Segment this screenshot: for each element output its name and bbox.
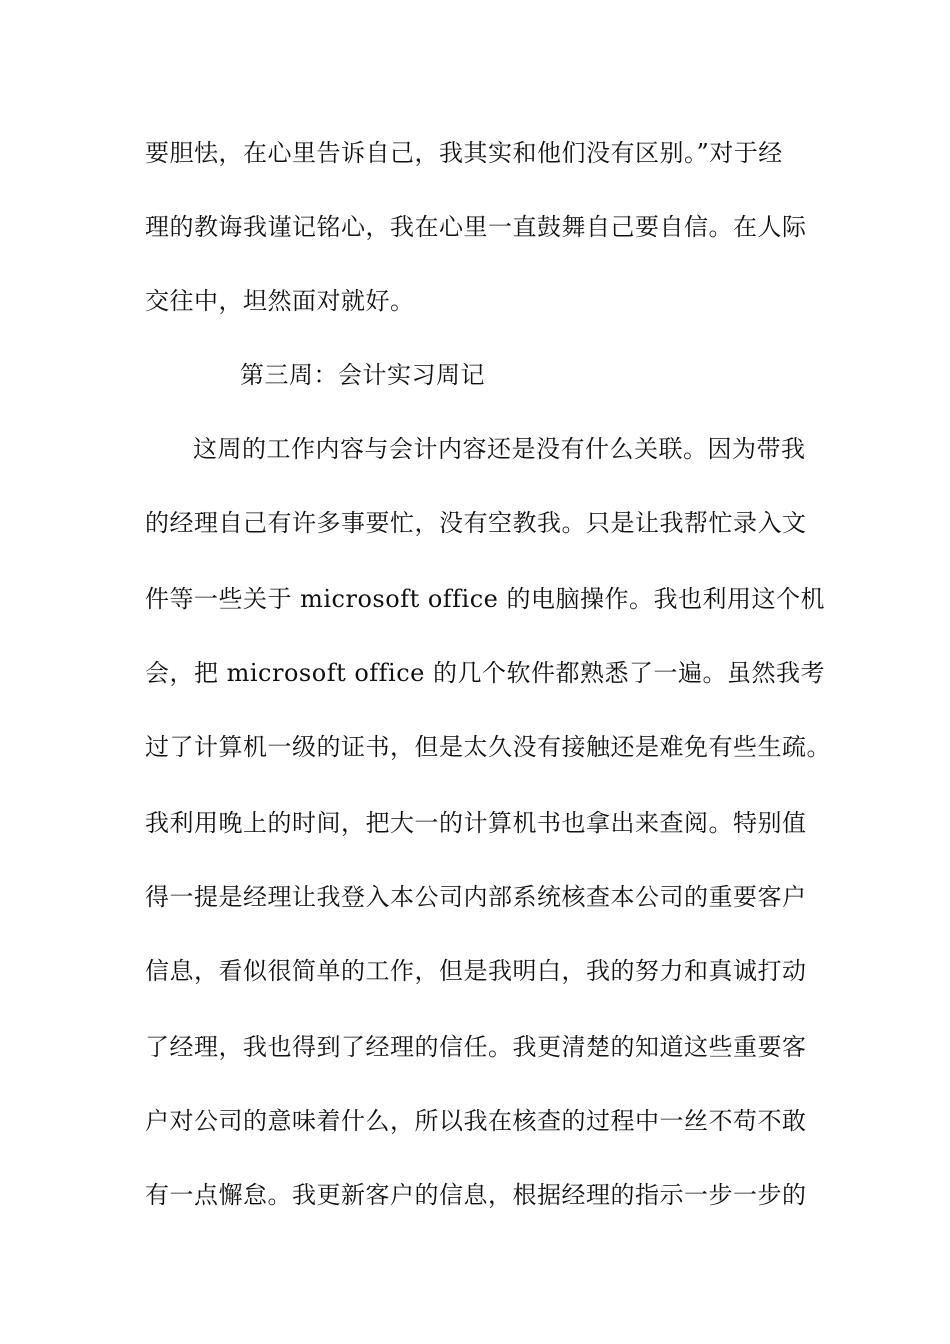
- paragraph-line: 交往中，坦然面对就好。: [145, 287, 415, 315]
- paragraph-line: 这周的工作内容与会计内容还是没有什么关联。因为带我: [193, 435, 806, 463]
- paragraph-line: 会，把 microsoft office 的几个软件都熟悉了一遍。虽然我考: [145, 659, 826, 687]
- paragraph-line: 得一提是经理让我登入本公司内部系统核查本公司的重要客户: [145, 883, 807, 911]
- section-heading: 第三周：会计实习周记: [240, 361, 485, 389]
- paragraph-line: 要胆怯，在心里告诉自己，我其实和他们没有区别。”对于经: [145, 139, 783, 167]
- paragraph-line: 过了计算机一级的证书，但是太久没有接触还是难免有些生疏。: [145, 733, 831, 761]
- paragraph-line: 我利用晚上的时间，把大一的计算机书也拿出来查阅。特别值: [145, 809, 807, 837]
- paragraph-line: 了经理，我也得到了经理的信任。我更清楚的知道这些重要客: [145, 1033, 807, 1061]
- paragraph-line: 件等一些关于 microsoft office 的电脑操作。我也利用这个机: [145, 585, 826, 613]
- paragraph-line: 信息，看似很简单的工作，但是我明白，我的努力和真诚打动: [145, 957, 807, 985]
- paragraph-line: 理的教诲我谨记铭心，我在心里一直鼓舞自己要自信。在人际: [145, 213, 807, 241]
- paragraph-line: 户对公司的意味着什么，所以我在核查的过程中一丝不苟不敢: [145, 1107, 807, 1135]
- paragraph-line: 的经理自己有许多事要忙，没有空教我。只是让我帮忙录入文: [145, 509, 807, 537]
- paragraph-line: 有一点懈怠。我更新客户的信息，根据经理的指示一步一步的: [145, 1181, 807, 1209]
